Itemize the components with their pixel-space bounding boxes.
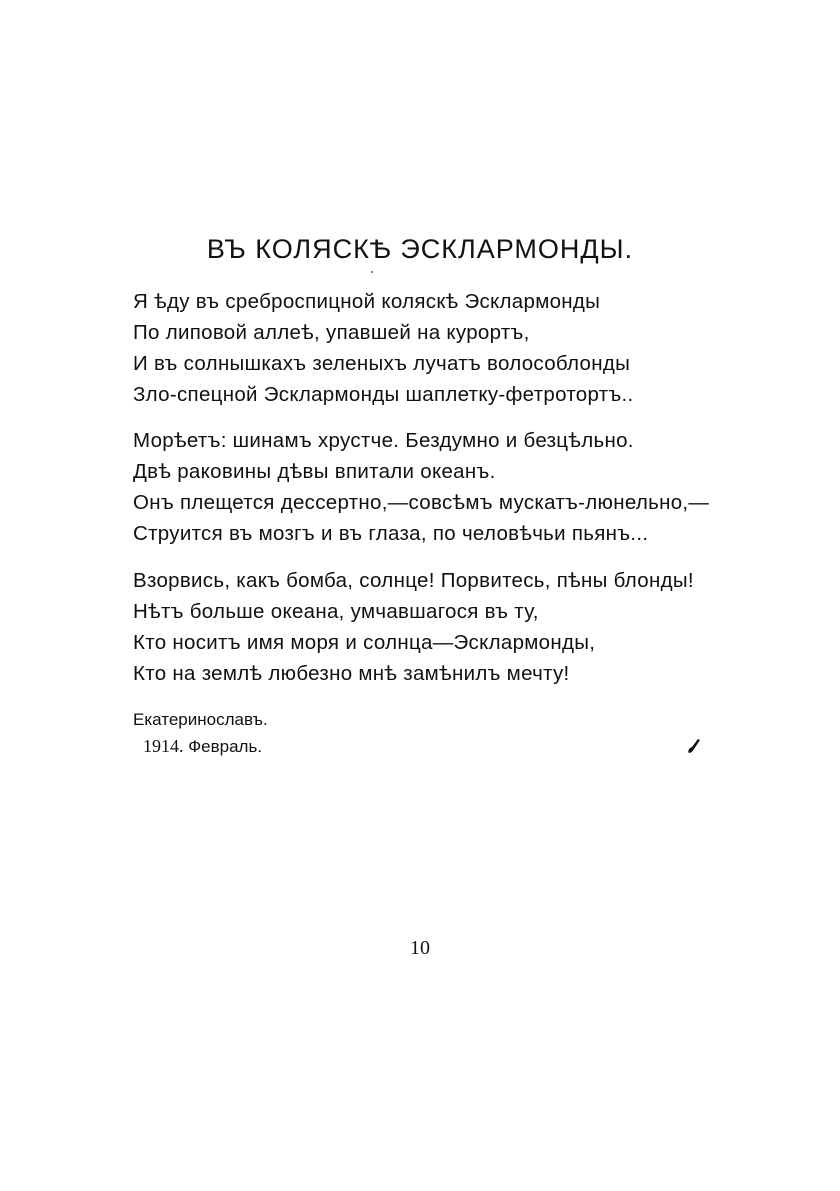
signature-place: Екатеринославъ.	[133, 710, 268, 729]
stanza-3	[133, 565, 753, 689]
signature-year: 1914.	[143, 736, 184, 756]
poem-line: И въ солнышкахъ зеленыхъ лучатъ волособлонды	[133, 352, 631, 375]
poem-line: Взорвись, какъ бомба, солнце! Порвитесь, пѣны блонды!	[133, 569, 694, 592]
page-number: 10	[410, 937, 430, 959]
poem-line: Онъ плещется дессертно,—совсѣмъ мускатъ-люнельно,—	[133, 491, 710, 514]
poem-line: Морѣетъ: шинамъ хрустче. Бездумно и безцѣльно.	[133, 429, 634, 452]
signature-month: Февраль.	[188, 737, 263, 756]
poem-line: Кто на землѣ любезно мнѣ замѣнилъ мечту!	[133, 662, 570, 685]
poem-title: ВЪ КОЛЯСКѢ ЭСКЛАРМОНДЫ.	[206, 234, 634, 264]
poem-line: Я ѣду въ среброспицной коляскѣ Эсклармонды	[133, 290, 601, 313]
print-speck	[371, 271, 373, 273]
poem-line: Кто носитъ имя моря и солнца—Эсклармонды,	[133, 631, 596, 654]
poem-line: Двѣ раковины дѣвы впитали океанъ.	[133, 460, 496, 483]
poem-line: По липовой аллеѣ, упавшей на курортъ,	[133, 321, 530, 344]
poem-line: Зло-спецной Эсклармонды шаплетку-фетротортъ..	[133, 383, 634, 406]
ink-mark-icon	[687, 738, 701, 754]
signature-date	[143, 734, 262, 759]
poem-line: Струится въ мозгъ и въ глаза, по человѣчьи пьянъ...	[133, 522, 649, 545]
stanza-1	[133, 286, 753, 410]
poem-line: Нѣтъ больше океана, умчавшагося въ ту,	[133, 600, 539, 623]
stanza-2	[133, 425, 753, 549]
